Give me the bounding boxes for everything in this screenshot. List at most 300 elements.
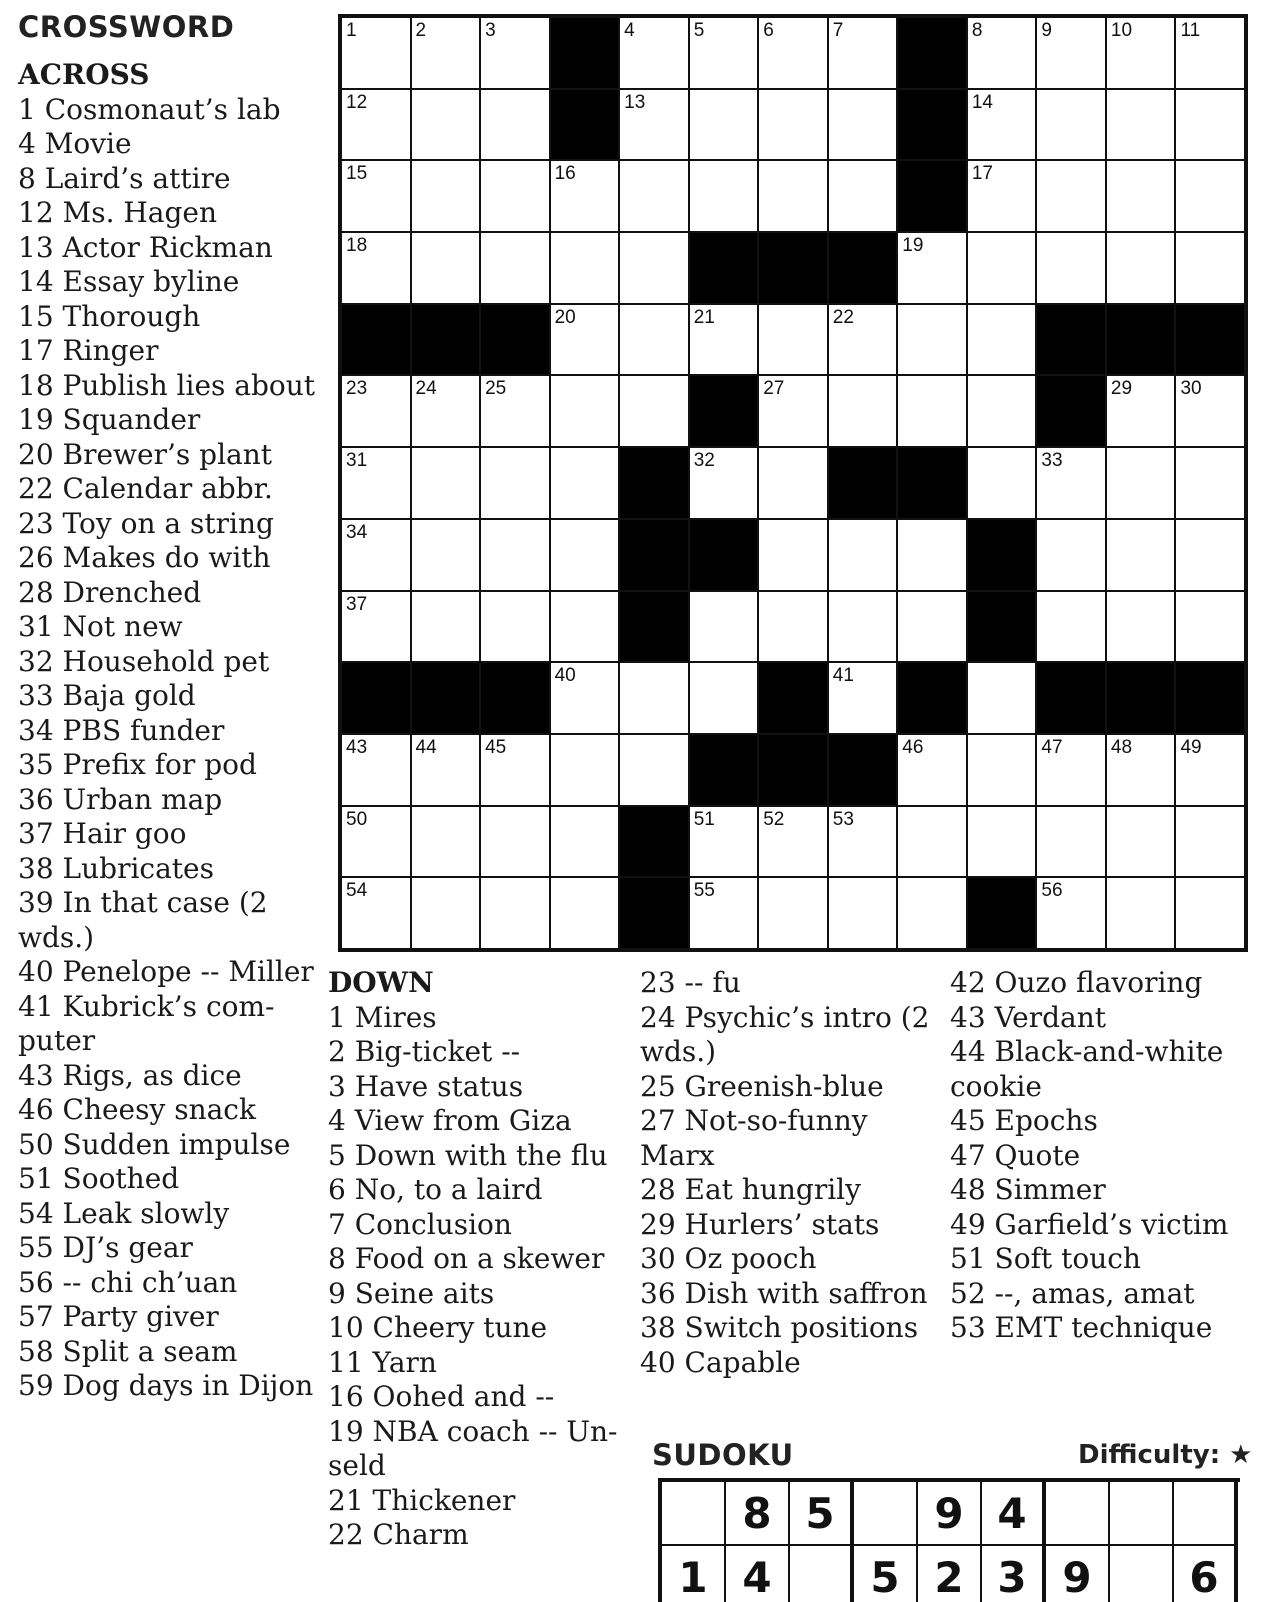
cell-number: 12 (346, 91, 368, 113)
grid-cell[interactable] (342, 90, 410, 160)
grid-cell[interactable] (1037, 807, 1105, 877)
cell-number: 54 (346, 880, 368, 902)
across-clue: 1 Cosmonaut’s lab (18, 92, 281, 126)
sudoku-empty-cell[interactable] (790, 1546, 854, 1602)
sudoku-given: 2 (918, 1546, 982, 1602)
grid-cell[interactable] (412, 735, 480, 805)
cell-number: 9 (1041, 20, 1052, 41)
grid-cell[interactable] (1107, 448, 1175, 518)
grid-cell[interactable] (1037, 233, 1105, 303)
cell-number: 1 (346, 20, 357, 41)
down-clue: 49 Garfield’s victim (950, 1207, 1229, 1241)
grid-cell[interactable] (620, 735, 688, 805)
across-clue: 59 Dog days in Dijon (18, 1369, 314, 1402)
sudoku-given: 8 (726, 1482, 790, 1546)
across-clue: 37 Hair goo (18, 817, 187, 850)
black-square (1037, 663, 1105, 733)
across-clue: 26 Makes do with (18, 541, 271, 574)
down-clue: 24 Psychic’s intro (2 wds.) (640, 1000, 930, 1068)
grid-cell[interactable] (481, 161, 549, 231)
grid-cell[interactable] (1107, 90, 1175, 160)
black-square (1176, 305, 1244, 375)
cell-number: 44 (415, 736, 437, 758)
down-clue: 29 Hurlers’ stats (640, 1207, 880, 1241)
grid-cell[interactable] (551, 448, 619, 518)
grid-cell[interactable] (1037, 161, 1105, 231)
grid-cell[interactable] (1107, 520, 1175, 590)
grid-cell[interactable] (620, 305, 688, 375)
grid-cell[interactable] (898, 878, 966, 948)
black-square (481, 305, 549, 375)
grid-cell[interactable] (1176, 90, 1244, 160)
sudoku-empty-cell[interactable] (1110, 1482, 1174, 1546)
cell-number: 3 (485, 20, 496, 41)
grid-cell[interactable] (1037, 592, 1105, 662)
cell-number: 55 (693, 880, 715, 902)
sudoku-difficulty: Difficulty: ★ (1078, 1440, 1253, 1470)
grid-cell[interactable] (412, 90, 480, 160)
grid-cell[interactable] (620, 376, 688, 446)
across-clue: 41 Kubrick’s com-puter (18, 989, 275, 1057)
grid-cell[interactable] (968, 90, 1036, 160)
grid-cell[interactable] (1037, 735, 1105, 805)
sudoku-given: 3 (982, 1546, 1046, 1602)
cell-number: 11 (1180, 20, 1201, 41)
black-square (412, 305, 480, 375)
grid-cell[interactable] (968, 448, 1036, 518)
grid-cell[interactable] (1176, 807, 1244, 877)
grid-cell[interactable] (1037, 878, 1105, 948)
down-clue: 38 Switch positions (640, 1311, 919, 1344)
grid-cell[interactable] (342, 592, 410, 662)
across-clue: 20 Brewer’s plant (18, 437, 273, 471)
black-square (898, 663, 966, 733)
sudoku-empty-cell[interactable] (662, 1482, 726, 1546)
across-clue: 15 Thorough (18, 299, 201, 333)
grid-cell[interactable] (342, 18, 410, 88)
grid-cell[interactable] (481, 520, 549, 590)
grid-cell[interactable] (412, 376, 480, 446)
grid-cell[interactable] (551, 376, 619, 446)
cell-number: 2 (415, 20, 427, 41)
sudoku-row (662, 1546, 1240, 1602)
grid-cell[interactable] (759, 448, 827, 518)
cell-number: 37 (346, 593, 368, 615)
grid-cell[interactable] (342, 448, 410, 518)
across-clue: 39 In that case (2 wds.) (18, 886, 268, 954)
grid-cell[interactable] (551, 592, 619, 662)
grid-cell[interactable] (968, 663, 1036, 733)
grid-cell[interactable] (1107, 18, 1175, 88)
black-square (620, 448, 688, 518)
sudoku-given: 9 (1046, 1546, 1110, 1602)
black-square (690, 520, 758, 590)
sudoku-grid (658, 1478, 1240, 1602)
grid-cell[interactable] (1107, 161, 1175, 231)
black-square (551, 90, 619, 160)
across-clue: 32 Household pet (18, 644, 270, 678)
across-clue: 36 Urban map (18, 782, 223, 816)
grid-cell[interactable] (620, 663, 688, 733)
sudoku-title: SUDOKU (652, 1438, 794, 1472)
grid-cell[interactable] (342, 376, 410, 446)
grid-cell[interactable] (620, 90, 688, 160)
grid-cell[interactable] (551, 233, 619, 303)
down-clue: 43 Verdant (950, 1000, 1107, 1034)
sudoku-row (662, 1482, 1240, 1546)
across-clue: 28 Drenched (18, 575, 202, 609)
grid-cell[interactable] (1037, 448, 1105, 518)
grid-cell[interactable] (1176, 592, 1244, 662)
across-clue: 38 Lubricates (18, 851, 214, 885)
down-clue: 11 Yarn (328, 1345, 437, 1379)
down-clue: 45 Epochs (950, 1104, 1098, 1137)
down-clues-column-1 (328, 966, 618, 1553)
down-clue: 48 Simmer (950, 1173, 1106, 1206)
across-clue: 50 Sudden impulse (18, 1127, 291, 1161)
grid-cell[interactable] (1176, 376, 1244, 446)
grid-cell[interactable] (690, 161, 758, 231)
down-clue: 42 Ouzo flavoring (950, 966, 1203, 999)
grid-cell[interactable] (759, 376, 827, 446)
grid-cell[interactable] (829, 305, 897, 375)
across-clue: 8 Laird’s attire (18, 161, 231, 195)
grid-cell[interactable] (481, 807, 549, 877)
grid-cell[interactable] (898, 735, 966, 805)
grid-cell[interactable] (898, 807, 966, 877)
grid-cell[interactable] (620, 233, 688, 303)
down-clue: 1 Mires (328, 1000, 437, 1034)
down-clues-column-2 (640, 966, 930, 1380)
cell-number: 40 (554, 665, 576, 687)
across-clue: 17 Ringer (18, 334, 159, 367)
cell-number: 33 (1041, 450, 1063, 472)
grid-cell[interactable] (759, 807, 827, 877)
across-clue: 14 Essay byline (18, 265, 240, 298)
across-clue: 23 Toy on a string (18, 506, 274, 540)
grid-cell[interactable] (342, 233, 410, 303)
grid-cell[interactable] (968, 807, 1036, 877)
grid-cell[interactable] (342, 735, 410, 805)
black-square (1107, 305, 1175, 375)
grid-cell[interactable] (412, 448, 480, 518)
sudoku-given: 5 (854, 1546, 918, 1602)
down-clue: 22 Charm (328, 1518, 469, 1551)
cell-number: 32 (693, 450, 715, 472)
grid-cell[interactable] (759, 520, 827, 590)
grid-cell[interactable] (759, 90, 827, 160)
grid-cell[interactable] (759, 305, 827, 375)
down-clue: 2 Big-ticket -- (328, 1035, 521, 1068)
down-clue: 23 -- fu (640, 966, 741, 999)
across-clue: 57 Party giver (18, 1300, 219, 1333)
down-clue: 5 Down with the flu (328, 1138, 608, 1172)
cell-number: 31 (346, 450, 368, 472)
sudoku-given: 4 (726, 1546, 790, 1602)
down-clue: 27 Not-so-funny Marx (640, 1104, 868, 1172)
cell-number: 46 (902, 736, 924, 758)
grid-cell[interactable] (1037, 520, 1105, 590)
grid-cell[interactable] (1176, 18, 1244, 88)
across-clue: 55 DJ’s gear (18, 1231, 193, 1264)
grid-cell[interactable] (412, 233, 480, 303)
grid-cell[interactable] (1176, 448, 1244, 518)
grid-cell[interactable] (481, 233, 549, 303)
grid-cell[interactable] (759, 878, 827, 948)
grid-cell[interactable] (759, 18, 827, 88)
grid-cell[interactable] (1107, 878, 1175, 948)
grid-cell[interactable] (690, 807, 758, 877)
grid-cell[interactable] (829, 878, 897, 948)
grid-cell[interactable] (829, 520, 897, 590)
grid-cell[interactable] (551, 807, 619, 877)
down-clue: 53 EMT technique (950, 1311, 1213, 1344)
cell-number: 29 (1110, 378, 1133, 400)
down-clue: 28 Eat hungrily (640, 1173, 861, 1206)
grid-cell[interactable] (898, 233, 966, 303)
black-square (620, 878, 688, 948)
grid-cell[interactable] (898, 520, 966, 590)
grid-cell[interactable] (829, 161, 897, 231)
grid-cell[interactable] (1107, 807, 1175, 877)
black-square (412, 663, 480, 733)
grid-cell[interactable] (898, 305, 966, 375)
cell-number: 27 (763, 378, 785, 400)
across-clue: 13 Actor Rickman (18, 230, 273, 264)
cell-number: 50 (346, 808, 368, 830)
sudoku-given: 6 (1174, 1546, 1238, 1602)
grid-cell[interactable] (481, 735, 549, 805)
down-clue: 52 --, amas, amat (950, 1276, 1195, 1310)
cell-number: 18 (346, 235, 368, 257)
grid-cell[interactable] (412, 878, 480, 948)
grid-cell[interactable] (690, 305, 758, 375)
grid-cell[interactable] (342, 878, 410, 948)
grid-cell[interactable] (551, 305, 619, 375)
cell-number: 20 (554, 306, 576, 328)
cell-number: 25 (485, 378, 507, 400)
black-square (1176, 663, 1244, 733)
black-square (898, 448, 966, 518)
crossword-title: CROSSWORD (18, 10, 235, 44)
down-clue: 40 Capable (640, 1345, 801, 1379)
down-clue: 19 NBA coach -- Un-seld (328, 1414, 618, 1482)
down-clue: 51 Soft touch (950, 1242, 1141, 1275)
sudoku-empty-cell[interactable] (1046, 1482, 1110, 1546)
cell-number: 13 (624, 91, 646, 113)
black-square (1107, 663, 1175, 733)
grid-cell[interactable] (898, 376, 966, 446)
black-square (1037, 305, 1105, 375)
grid-cell[interactable] (1176, 735, 1244, 805)
black-square (829, 735, 897, 805)
across-clue: 34 PBS funder (18, 713, 225, 747)
down-heading: DOWN (328, 966, 434, 999)
cell-number: 51 (693, 808, 715, 830)
black-square (829, 233, 897, 303)
grid-cell[interactable] (1037, 18, 1105, 88)
sudoku-empty-cell[interactable] (854, 1482, 918, 1546)
black-square (342, 663, 410, 733)
cell-number: 5 (693, 20, 705, 41)
cell-number: 16 (554, 163, 576, 185)
down-clue: 16 Oohed and -- (328, 1380, 555, 1413)
down-clue: 4 View from Giza (328, 1104, 572, 1137)
black-square (829, 448, 897, 518)
across-clue: 12 Ms. Hagen (18, 196, 218, 229)
sudoku-empty-cell[interactable] (1174, 1482, 1238, 1546)
across-clue: 51 Soothed (18, 1162, 180, 1195)
black-square (342, 305, 410, 375)
down-clue: 30 Oz pooch (640, 1242, 817, 1275)
black-square (898, 18, 966, 88)
grid-cell[interactable] (829, 663, 897, 733)
cell-number: 6 (763, 20, 774, 41)
across-clue: 18 Publish lies about (18, 368, 316, 402)
grid-cell[interactable] (968, 161, 1036, 231)
cell-number: 7 (832, 20, 844, 41)
down-clue: 7 Conclusion (328, 1207, 512, 1241)
black-square (759, 735, 827, 805)
grid-cell[interactable] (481, 376, 549, 446)
grid-cell[interactable] (620, 161, 688, 231)
black-square (759, 233, 827, 303)
grid-cell[interactable] (968, 18, 1036, 88)
cell-number: 43 (346, 736, 368, 758)
black-square (968, 878, 1036, 948)
grid-cell[interactable] (1107, 735, 1175, 805)
grid-cell[interactable] (481, 878, 549, 948)
black-square (1037, 376, 1105, 446)
cell-number: 47 (1041, 736, 1063, 758)
grid-cell[interactable] (412, 592, 480, 662)
across-clue: 31 Not new (18, 610, 183, 643)
cell-number: 53 (832, 808, 854, 830)
grid-cell[interactable] (1176, 878, 1244, 948)
across-clue: 19 Squander (18, 403, 201, 436)
grid-cell[interactable] (968, 376, 1036, 446)
grid-cell[interactable] (620, 18, 688, 88)
grid-cell[interactable] (412, 807, 480, 877)
crossword-grid (338, 14, 1248, 952)
grid-cell[interactable] (690, 663, 758, 733)
sudoku-given: 4 (982, 1482, 1046, 1546)
black-square (759, 663, 827, 733)
grid-cell[interactable] (342, 161, 410, 231)
across-clue: 54 Leak slowly (18, 1196, 230, 1230)
across-clue: 40 Penelope -- Miller (18, 955, 314, 988)
black-square (690, 376, 758, 446)
grid-cell[interactable] (1176, 161, 1244, 231)
grid-cell[interactable] (551, 663, 619, 733)
across-clue: 4 Movie (18, 127, 132, 160)
down-clue: 44 Black-and-white cookie (950, 1035, 1224, 1103)
grid-cell[interactable] (968, 233, 1036, 303)
black-square (898, 90, 966, 160)
across-clue: 33 Baja gold (18, 679, 196, 712)
grid-cell[interactable] (690, 18, 758, 88)
grid-cell[interactable] (342, 520, 410, 590)
grid-cell[interactable] (481, 592, 549, 662)
grid-cell[interactable] (690, 592, 758, 662)
grid-cell[interactable] (481, 90, 549, 160)
down-clue: 25 Greenish-blue (640, 1069, 884, 1103)
grid-cell[interactable] (690, 448, 758, 518)
grid-cell[interactable] (412, 161, 480, 231)
black-square (690, 233, 758, 303)
grid-cell[interactable] (829, 807, 897, 877)
cell-number: 48 (1110, 736, 1133, 758)
cell-number: 30 (1180, 378, 1202, 400)
grid-cell[interactable] (551, 161, 619, 231)
grid-cell[interactable] (1107, 233, 1175, 303)
down-clue: 8 Food on a skewer (328, 1242, 605, 1275)
grid-cell[interactable] (968, 735, 1036, 805)
across-clues (18, 58, 318, 1404)
black-square (620, 592, 688, 662)
grid-cell[interactable] (968, 305, 1036, 375)
black-square (551, 18, 619, 88)
cell-number: 49 (1180, 736, 1202, 758)
black-square (898, 161, 966, 231)
grid-cell[interactable] (898, 592, 966, 662)
grid-cell[interactable] (829, 18, 897, 88)
grid-cell[interactable] (342, 807, 410, 877)
sudoku-given: 5 (790, 1482, 854, 1546)
down-clue: 6 No, to a laird (328, 1173, 543, 1206)
grid-cell[interactable] (551, 520, 619, 590)
black-square (620, 807, 688, 877)
down-clue: 10 Cheery tune (328, 1311, 548, 1344)
grid-cell[interactable] (412, 18, 480, 88)
cell-number: 19 (902, 235, 924, 257)
down-clue: 47 Quote (950, 1138, 1081, 1172)
cell-number: 23 (346, 378, 368, 400)
down-clue: 21 Thickener (328, 1483, 516, 1517)
across-clue: 58 Split a seam (18, 1334, 238, 1368)
black-square (690, 735, 758, 805)
cell-number: 17 (971, 163, 993, 185)
grid-cell[interactable] (481, 18, 549, 88)
grid-cell[interactable] (690, 878, 758, 948)
cell-number: 56 (1041, 880, 1063, 902)
down-clue: 3 Have status (328, 1069, 524, 1103)
grid-cell[interactable] (829, 90, 897, 160)
grid-cell[interactable] (1107, 592, 1175, 662)
sudoku-empty-cell[interactable] (1110, 1546, 1174, 1602)
grid-cell[interactable] (1176, 233, 1244, 303)
grid-cell[interactable] (1107, 376, 1175, 446)
grid-cell[interactable] (412, 520, 480, 590)
grid-cell[interactable] (551, 735, 619, 805)
grid-cell[interactable] (690, 90, 758, 160)
sudoku-given: 9 (918, 1482, 982, 1546)
cell-number: 34 (346, 521, 368, 543)
grid-cell[interactable] (481, 448, 549, 518)
grid-cell[interactable] (829, 376, 897, 446)
down-clue: 36 Dish with saffron (640, 1276, 928, 1310)
across-clue: 43 Rigs, as dice (18, 1058, 242, 1092)
grid-cell[interactable] (759, 592, 827, 662)
grid-cell[interactable] (759, 161, 827, 231)
grid-cell[interactable] (1176, 520, 1244, 590)
grid-cell[interactable] (551, 878, 619, 948)
grid-cell[interactable] (829, 592, 897, 662)
grid-cell[interactable] (1037, 90, 1105, 160)
cell-number: 14 (971, 91, 993, 113)
sudoku-given: 1 (662, 1546, 726, 1602)
cell-number: 22 (832, 306, 854, 328)
